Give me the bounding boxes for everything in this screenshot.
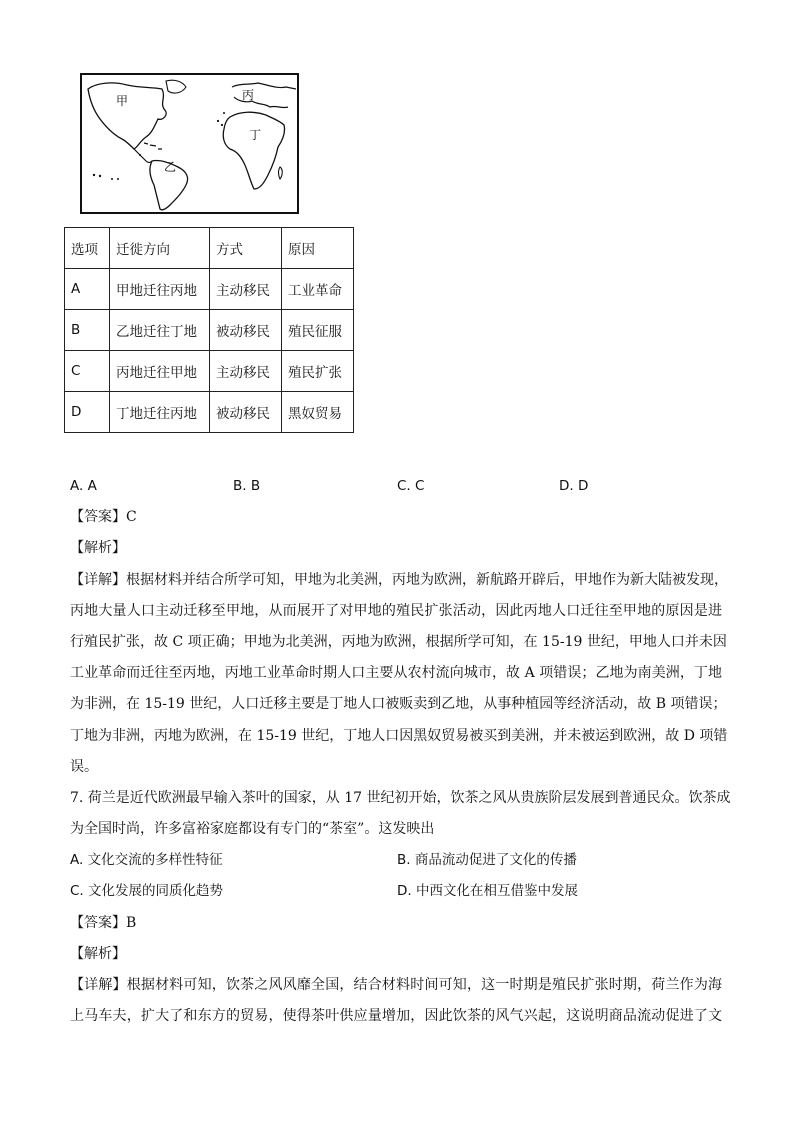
table-header-cell: 原因 bbox=[282, 228, 354, 269]
q6-answer: 【答案】C bbox=[70, 509, 137, 525]
table-cell: 被动移民 bbox=[210, 392, 282, 433]
table-row bbox=[65, 269, 354, 310]
q7-analysis-heading: 【解析】 bbox=[70, 946, 126, 962]
q6-detail-line: 【详解】根据材料并结合所学可知，甲地为北美洲，丙地为欧洲，新航路开辟后，甲地作为新大陆被发现， bbox=[70, 572, 728, 588]
table-cell: 殖民征服 bbox=[282, 310, 354, 351]
africa-shape bbox=[223, 112, 284, 189]
map-label-yi: 乙 bbox=[164, 160, 177, 174]
q6-detail-line: 行殖民扩张，故 C 项正确；甲地为北美洲，丙地为欧洲，根据所学可知，在 15-19 世纪，甲地人口并未因 bbox=[70, 634, 727, 650]
q6-detail-line: 为非洲，在 15-19 世纪，人口迁移主要是丁地人口被贩卖到乙地，从事种植园等经济活动，故 B 项错误； bbox=[70, 696, 727, 712]
q7-option-c: C. 文化发展的同质化趋势 bbox=[70, 883, 224, 899]
table-cell: 乙地迁往丁地 bbox=[110, 310, 210, 351]
table-cell: B bbox=[65, 310, 110, 351]
q6-detail-line: 误。 bbox=[70, 759, 98, 775]
table-cell: 丁地迁往丙地 bbox=[110, 392, 210, 433]
table-cell: 被动移民 bbox=[210, 310, 282, 351]
q6-analysis-heading: 【解析】 bbox=[70, 540, 126, 556]
q6-option-c: C. C bbox=[397, 478, 425, 494]
map-outline-drawing bbox=[82, 75, 297, 212]
table-cell: 工业革命 bbox=[282, 269, 354, 310]
caribbean-islands-shape bbox=[144, 143, 162, 149]
table-cell: 丙地迁往甲地 bbox=[110, 351, 210, 392]
q6-option-a: A. A bbox=[70, 478, 97, 494]
arctic-islands-shape bbox=[166, 80, 186, 93]
table-row bbox=[65, 392, 354, 433]
q7-stem-line: 7. 荷兰是近代欧洲最早输入茶叶的国家，从 17 世纪初开始，饮茶之风从贵族阶层发展到普通民众。饮茶成 bbox=[70, 790, 731, 806]
table-header-cell: 方式 bbox=[210, 228, 282, 269]
table-cell: A bbox=[65, 269, 110, 310]
table-cell: 甲地迁往丙地 bbox=[110, 269, 210, 310]
table-header-cell: 选项 bbox=[65, 228, 110, 269]
central-america-shape bbox=[134, 149, 152, 163]
map-label-jia: 甲 bbox=[116, 94, 129, 108]
table-cell: 主动移民 bbox=[210, 351, 282, 392]
q6-detail-line: 丁地为非洲，丙地为欧洲，在 15-19 世纪，丁地人口因黑奴贸易被买到美洲，并未被运到欧洲，故 D 项错 bbox=[70, 728, 728, 744]
q7-answer: 【答案】B bbox=[70, 915, 137, 931]
world-map-figure bbox=[80, 73, 299, 214]
north-america-shape bbox=[88, 83, 166, 149]
q6-detail-line: 丙地大量人口主动迁移至甲地，从而展开了对甲地的殖民扩张活动，因此丙地人口迁往至甲地的原因是进 bbox=[70, 603, 722, 619]
q7-option-d: D. 中西文化在相互借鉴中发展 bbox=[397, 883, 578, 899]
q6-option-d: D. D bbox=[559, 478, 589, 494]
q7-option-a: A. 文化交流的多样性特征 bbox=[70, 852, 223, 868]
q7-detail-line: 上马车夫，扩大了和东方的贸易，使得茶叶供应量增加，因此饮茶的风气兴起，这说明商品流动促进了文 bbox=[70, 1008, 722, 1024]
table-cell: 殖民扩张 bbox=[282, 351, 354, 392]
madagascar-shape bbox=[279, 167, 283, 179]
table-cell: 主动移民 bbox=[210, 269, 282, 310]
migration-options-table bbox=[64, 227, 354, 433]
map-label-ding: 丁 bbox=[249, 128, 262, 142]
table-cell: D bbox=[65, 392, 110, 433]
q7-detail-line: 【详解】根据材料可知，饮茶之风风靡全国，结合材料时间可知，这一时期是殖民扩张时期，荷兰作为海 bbox=[70, 977, 722, 993]
table-cell: C bbox=[65, 351, 110, 392]
q7-option-b: B. 商品流动促进了文化的传播 bbox=[397, 852, 577, 868]
table-header-cell: 迁徙方向 bbox=[110, 228, 210, 269]
table-header-row bbox=[65, 228, 354, 269]
table-row bbox=[65, 351, 354, 392]
table-row bbox=[65, 310, 354, 351]
map-label-bing: 丙 bbox=[242, 88, 255, 102]
q6-option-b: B. B bbox=[233, 478, 261, 494]
table-cell: 黑奴贸易 bbox=[282, 392, 354, 433]
q6-detail-line: 工业革命而迁往至丙地，丙地工业革命时期人口主要从农村流向城市，故 A 项错误；乙地为南美洲，丁地 bbox=[70, 665, 722, 681]
q7-stem-line: 为全国时尚，许多富裕家庭都设有专门的“茶室”。这发映出 bbox=[70, 821, 435, 837]
